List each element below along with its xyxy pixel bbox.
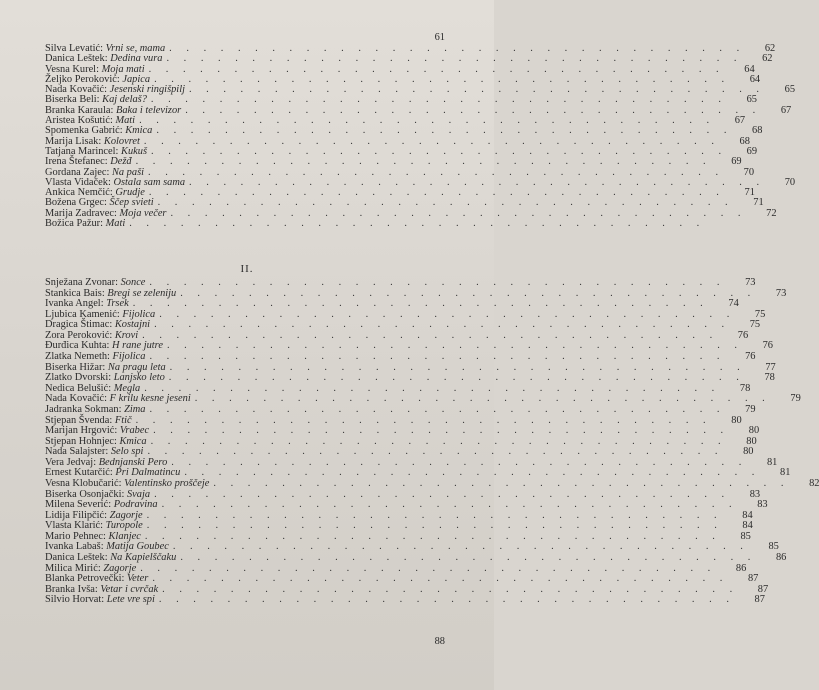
entry-title: Podravina	[113, 499, 158, 511]
dot-leader: . . . . . . . . . . . . . . . . . . . . . . . . . . . . . . . . . .	[154, 488, 731, 500]
entry-separator: :	[104, 509, 110, 521]
dot-leader: . . . . . . . . . . . . . . . . . . . . . . . . . . . . . . . . . .	[168, 372, 745, 384]
entry-title: H rane jutre	[111, 340, 163, 352]
entry-author: Ivanka Angel	[45, 298, 101, 310]
entry-author: Biserka Osonjački	[45, 488, 122, 500]
dot-leader: . . . . . . . . . . . . . . . . . . . . . . . . . . . . . . . . . .	[149, 403, 726, 415]
entry-page-number: 79	[745, 403, 756, 415]
entry-author: Blanka Petrovečki	[45, 573, 122, 585]
entry-separator: :	[108, 372, 114, 384]
entry-separator: :	[118, 477, 125, 489]
entry-page-number: 77	[765, 361, 776, 373]
dot-leader: . . . . . . . . . . . . . . . . . . . . . . . . . . . . . . . . . .	[147, 446, 724, 458]
entry-author: Irena Štefanec	[45, 156, 105, 168]
entry-separator: :	[109, 414, 115, 426]
entry-title: Valentinsko proščeje	[124, 477, 210, 489]
entry-separator: :	[114, 425, 120, 437]
entry-page-number: 68	[739, 135, 750, 147]
entry-author: Danica Leštek	[45, 53, 105, 65]
entry-page-number: 87	[754, 594, 765, 606]
entry-separator: :	[100, 43, 106, 54]
entry-separator: :	[100, 520, 106, 532]
entry-title: Bednjanski Pero	[98, 456, 168, 468]
entry-title: Klanjec	[108, 530, 141, 542]
dot-leader: . . . . . . . . . . . . . . . . . . . . . . . . . . . . . . . . . .	[143, 135, 720, 147]
entry-title: Sonce	[120, 277, 146, 288]
entry-page-number: 68	[752, 125, 763, 137]
entry-title: Ostala sam sama	[113, 176, 186, 188]
toc-entry	[45, 477, 819, 490]
entry-author: Gordana Zajec	[45, 166, 107, 178]
entry-author: Aristea Košutić	[45, 115, 110, 127]
entry-separator: :	[121, 488, 127, 500]
entry-title: Fijolica	[112, 351, 146, 363]
toc-entry	[45, 403, 756, 416]
entry-author: Stjepan Švenda	[45, 414, 110, 426]
entry-page-number: 75	[754, 308, 766, 320]
entry-title: Lete vre spi	[106, 594, 155, 606]
dot-leader: . . . . . . . . . . . . . . . . . . . . . . . . . . . . . . . . . .	[129, 218, 706, 230]
page-number: 61	[434, 32, 445, 43]
dot-leader: . . . . . . . . . . . . . . . . . . . . . . . . . . . . . . . . . .	[189, 176, 766, 188]
entry-separator: :	[116, 308, 123, 320]
entry-page-number: 83	[757, 499, 768, 511]
entry-author: Danica Leštek	[45, 552, 105, 564]
entry-separator: :	[98, 135, 104, 147]
entry-title: F krilu kesne jeseni	[109, 393, 191, 405]
entry-title: Fijolica	[122, 308, 156, 320]
entry-separator: :	[104, 156, 111, 168]
entry-title: Turopole	[105, 520, 143, 532]
dot-leader: . . . . . . . . . . . . . . . . . . . . . . . . . . . . . . . . . .	[184, 467, 761, 479]
dot-leader: . . . . . . . . . . . . . . . . . . . . . . . . . . . . . . . . . .	[185, 104, 762, 116]
entry-page-number: 86	[735, 562, 747, 574]
dot-leader: . . . . . . . . . . . . . . . . . . . . . . . . . . . . . . . . . .	[149, 277, 726, 288]
entry-separator: :	[96, 63, 102, 75]
entry-author: Zora Peroković	[45, 329, 110, 341]
entry-page-number: 76	[762, 340, 773, 352]
entry-separator: :	[115, 145, 122, 157]
entry-page-number: 62	[764, 43, 776, 54]
entry-author: Milena Severić	[45, 499, 109, 511]
entry-page-number: 69	[746, 145, 758, 157]
entry-author: Đurđica Kuhta	[45, 340, 107, 352]
entry-title: Trsek	[106, 298, 129, 310]
entry-author: Lidija Filipčić	[45, 509, 105, 521]
dot-leader: . . . . . . . . . . . . . . . . . . . . . . . . . . . . . . . . . .	[156, 125, 733, 137]
entry-author: Marija Lisak	[45, 135, 99, 147]
entry-separator: :	[116, 73, 123, 85]
entry-title: Kaj delaš?	[102, 94, 147, 106]
entry-separator: :	[103, 197, 110, 209]
entry-title: Na paši	[111, 166, 144, 178]
entry-author: Vlasta Vidaček	[45, 176, 108, 188]
entry-author: Vlasta Klarić	[45, 520, 101, 532]
entry-page-number: 86	[775, 552, 787, 564]
toc-section-2	[45, 277, 819, 606]
entry-title: Baka i televizor	[115, 104, 182, 116]
entry-page-number: 81	[780, 467, 791, 479]
entry-page-number: 81	[766, 456, 778, 468]
entry-title: Dedina vura	[110, 53, 163, 65]
entry-page-number: 83	[749, 488, 761, 500]
entry-title: Kolovret	[103, 135, 140, 147]
dot-leader: . . . . . . . . . . . . . . . . . . . . . . . . . . . . . . . . . .	[152, 573, 729, 585]
entry-separator: :	[106, 166, 112, 178]
entry-title: Matija Goubec	[106, 541, 169, 553]
entry-title: Vetar i cvrčak	[100, 583, 159, 595]
entry-author: Nada Salajster	[45, 446, 106, 458]
dot-leader: . . . . . . . . . . . . . . . . . . . . . . . . . . . . . . . . . .	[139, 115, 716, 127]
entry-title: Bregi se zeleniju	[107, 287, 177, 299]
section-heading: II.	[240, 263, 254, 275]
dot-leader: . . . . . . . . . . . . . . . . . . . . . . . . . . . . . . . . . .	[161, 499, 738, 511]
entry-title: Megla	[113, 382, 141, 394]
entry-author: Biserka Beli	[45, 94, 97, 106]
entry-separator: :	[113, 435, 120, 447]
entry-title: Lanjsko leto	[113, 372, 165, 384]
entry-title: Kmica	[119, 435, 147, 447]
dot-leader: . . . . . . . . . . . . . . . . . . . . . . . . . . . . . . . . . .	[170, 207, 747, 219]
entry-title: Moja večer	[119, 207, 167, 219]
dot-leader: . . . . . . . . . . . . . . . . . . . . . . . . . . . . . . . . . .	[150, 94, 727, 106]
entry-author: Marija Zadravec	[45, 207, 114, 219]
entry-separator: :	[100, 218, 106, 230]
entry-page-number: 87	[747, 573, 759, 585]
toc-entry	[45, 277, 756, 289]
entry-separator: :	[102, 361, 108, 373]
entry-title: Zagorje	[109, 509, 143, 521]
entry-author: Željko Peroković	[45, 73, 117, 85]
entry-page-number: 71	[744, 187, 755, 199]
entry-author: Silvio Horvat	[45, 594, 102, 606]
entry-page-number: 76	[737, 329, 749, 341]
entry-page-number: 64	[744, 63, 755, 75]
entry-author: Spomenka Gabrić	[45, 125, 120, 137]
dot-leader: . . . . . . . . . . . . . . . . . . . . . . . . . . . . . . . . . .	[166, 53, 743, 65]
dot-leader: . . . . . . . . . . . . . . . . . . . . . . . . . . . . . . . . . .	[149, 351, 726, 363]
dot-leader: . . . . . . . . . . . . . . . . . . . . . . . . . . . . . . . . . .	[144, 530, 721, 542]
entry-author: Milica Mirić	[45, 562, 98, 574]
entry-page-number: 82	[809, 477, 819, 489]
entry-page-number: 78	[764, 372, 775, 384]
entry-separator: :	[101, 594, 107, 606]
dot-leader: . . . . . . . . . . . . . . . . . . . . . . . . . . . . . . . . . .	[154, 73, 731, 85]
entry-author: Mario Pehnec	[45, 530, 103, 542]
entry-page-number: 70	[784, 176, 796, 188]
entry-page-number: 65	[784, 84, 796, 96]
entry-page-number: 72	[766, 207, 777, 219]
entry-title: Ftič	[114, 414, 132, 426]
entry-separator: :	[104, 53, 111, 65]
entry-separator: :	[113, 207, 120, 219]
entry-author: Božena Grgec	[45, 197, 104, 209]
entry-author: Nedica Belušić	[45, 382, 109, 394]
entry-page-number: 80	[748, 425, 760, 437]
entry-title: Veter	[126, 573, 149, 585]
entry-separator: :	[94, 583, 101, 595]
dot-leader: . . . . . . . . . . . . . . . . . . . . . . . . . . . . . . . . . .	[194, 393, 771, 405]
entry-author: Marijan Hrgović	[45, 425, 115, 437]
dot-leader: . . . . . . . . . . . . . . . . . . . . . . . . . . . . . . . . . .	[142, 329, 719, 341]
entry-author: Vesna Klobučarić	[45, 477, 119, 489]
entry-author: Nada Kovačić	[45, 84, 105, 96]
entry-separator: :	[106, 340, 112, 352]
entry-separator: :	[110, 104, 116, 116]
dot-leader: . . . . . . . . . . . . . . . . . . . . . . . . . . . . . . . . . .	[148, 63, 725, 75]
entry-title: Kmica	[125, 125, 153, 137]
entry-separator: :	[109, 319, 115, 331]
entry-title: Moja mati	[101, 63, 145, 75]
entry-title: Jesenski ringišpilj	[109, 84, 185, 96]
entry-title: Na pragu leta	[107, 361, 166, 373]
entry-separator: :	[109, 187, 116, 199]
entry-author: Božica Pažur	[45, 218, 101, 230]
entry-title: Zima	[124, 403, 146, 415]
entry-author: Ankica Nemčić	[45, 187, 110, 199]
entry-page-number: 80	[731, 414, 742, 426]
entry-separator: :	[103, 530, 109, 542]
toc-section-1	[45, 43, 796, 230]
dot-leader: . . . . . . . . . . . . . . . . . . . . . . . . . . . . . . . . . .	[144, 382, 721, 394]
entry-separator: :	[93, 456, 99, 468]
entry-page-number: 79	[790, 393, 801, 405]
entry-separator: :	[101, 287, 108, 299]
entry-author: Silva Levatić	[45, 43, 101, 54]
entry-author: Snježana Zvonar	[45, 277, 116, 288]
entry-separator: :	[104, 552, 111, 564]
entry-separator: :	[104, 84, 110, 96]
entry-title: Kostajni	[114, 319, 151, 331]
entry-title: Krovi	[114, 329, 139, 341]
entry-author: Tatjana Marincel	[45, 145, 116, 157]
dot-leader: . . . . . . . . . . . . . . . . . . . . . . . . . . . . . . . . . .	[162, 583, 739, 595]
entry-title: Grudje	[115, 187, 145, 199]
entry-author: Nada Kovačić	[45, 393, 105, 405]
entry-author: Vera Jedvaj	[45, 456, 94, 468]
dot-leader: . . . . . . . . . . . . . . . . . . . . . . . . . . . . . . . . . .	[135, 414, 712, 426]
entry-separator: :	[108, 499, 114, 511]
entry-author: Stjepan Hohnjec	[45, 435, 114, 447]
dot-leader: . . . . . . . . . . . . . . . . . . . . . . . . . . . . . . . . . .	[151, 145, 728, 157]
entry-title: Vrabec	[119, 425, 150, 437]
entry-separator: :	[100, 541, 107, 553]
entry-separator: :	[121, 573, 127, 585]
entry-page-number: 85	[768, 541, 779, 553]
entry-separator: :	[107, 176, 114, 188]
dot-leader: . . . . . . . . . . . . . . . . . . . . . . . . . . . . . . . . . .	[153, 425, 730, 437]
dot-leader: . . . . . . . . . . . . . . . . . . . . . . . . . . . . . . . . . .	[169, 43, 746, 54]
dot-leader: . . . . . . . . . . . . . . . . . . . . . . . . . . . . . . . . . .	[213, 477, 790, 489]
entry-separator: :	[96, 94, 103, 106]
entry-page-number: 80	[743, 446, 754, 458]
entry-page-number: 74	[728, 298, 739, 310]
dot-leader: . . . . . . . . . . . . . . . . . . . . . . . . . . . . . . . . . .	[150, 435, 727, 447]
entry-author: Branka Karaula	[45, 104, 111, 116]
entry-separator: :	[108, 382, 114, 394]
entry-page-number: 85	[740, 530, 751, 542]
dot-leader: . . . . . . . . . . . . . . . . . . . . . . . . . . . . . . . . . .	[148, 166, 725, 178]
entry-page-number: 65	[746, 94, 757, 106]
entry-page-number: 78	[739, 382, 751, 394]
entry-separator: :	[100, 298, 107, 310]
dot-leader: . . . . . . . . . . . . . . . . . . . . . . . . . . . . . . . . . .	[172, 541, 749, 553]
dot-leader: . . . . . . . . . . . . . . . . . . . . . . . . . . . . . . . . . .	[140, 562, 717, 574]
entry-author: Zlatka Nemeth	[45, 351, 108, 363]
entry-separator: :	[118, 403, 125, 415]
entry-title: Japica	[122, 73, 151, 85]
dot-leader: . . . . . . . . . . . . . . . . . . . . . . . . . . . . . . . . . .	[135, 156, 712, 168]
entry-title: Vrni se, mama	[105, 43, 166, 54]
entry-author: Ernest Kutarčić	[45, 467, 110, 479]
entry-separator: :	[119, 125, 126, 137]
dot-leader: . . . . . . . . . . . . . . . . . . . . . . . . . . . . . . . . . .	[159, 308, 736, 320]
entry-title: Mati	[115, 115, 136, 127]
entry-page-number: 87	[757, 583, 769, 595]
entry-page-number: 80	[746, 435, 757, 447]
entry-page-number: 73	[745, 277, 756, 288]
entry-separator: :	[107, 351, 113, 363]
page-number: 88	[434, 636, 445, 647]
entry-author: Dragica Štimac	[45, 319, 110, 331]
entry-author: Jadranka Sokman	[45, 403, 119, 415]
entry-page-number: 71	[753, 197, 764, 209]
dot-leader: . . . . . . . . . . . . . . . . . . . . . . . . . . . . . . . . . .	[132, 298, 709, 310]
dot-leader: . . . . . . . . . . . . . . . . . . . . . . . . . . . . . . . . . .	[154, 319, 731, 331]
toc-entry	[45, 218, 706, 230]
entry-title: Mati	[105, 218, 126, 230]
entry-author: Zlatko Dvorski	[45, 372, 109, 384]
entry-title: Ščep svieti	[109, 197, 154, 209]
entry-author: Biserka Hižar	[45, 361, 103, 373]
entry-title: Na Kapielščaku	[110, 552, 177, 564]
entry-separator: :	[109, 115, 116, 127]
entry-title: Dežđ	[110, 156, 132, 168]
entry-page-number: 69	[731, 156, 742, 168]
dot-leader: . . . . . . . . . . . . . . . . . . . . . . . . . . . . . . . . . .	[180, 552, 757, 564]
dot-leader: . . . . . . . . . . . . . . . . . . . . . . . . . . . . . . . . . .	[166, 340, 743, 352]
dot-leader: . . . . . . . . . . . . . . . . . . . . . . . . . . . . . . . . . .	[171, 456, 748, 468]
entry-page-number: 75	[749, 319, 761, 331]
dot-leader: . . . . . . . . . . . . . . . . . . . . . . . . . . . . . . . . . .	[188, 84, 766, 96]
entry-separator: :	[105, 446, 111, 458]
entry-page-number: 76	[745, 351, 756, 363]
entry-author: Vesna Kurel	[45, 63, 97, 75]
entry-page-number: 84	[742, 509, 753, 521]
dot-leader: . . . . . . . . . . . . . . . . . . . . . . . . . . . . . . . . . .	[146, 520, 723, 532]
entry-separator: :	[109, 467, 116, 479]
entry-author: Ljubica Kamenić	[45, 308, 117, 320]
entry-separator: :	[104, 393, 110, 405]
entry-author: Stankica Bais	[45, 287, 102, 299]
entry-page-number: 62	[762, 53, 773, 65]
dot-leader: . . . . . . . . . . . . . . . . . . . . . . . . . . . . . . . . . .	[158, 594, 735, 606]
dot-leader: . . . . . . . . . . . . . . . . . . . . . . . . . . . . . . . . . .	[146, 509, 723, 521]
entry-title: Kukuš	[121, 145, 148, 157]
entry-separator: :	[115, 277, 121, 288]
entry-separator: :	[109, 329, 115, 341]
entry-page-number: 84	[742, 520, 753, 532]
entry-title: Selo spi	[110, 446, 144, 458]
entry-page-number: 73	[775, 287, 787, 299]
entry-title: Zagorje	[103, 562, 137, 574]
entry-author: Ivanka Labaš	[45, 541, 101, 553]
entry-title: Pri Dalmatincu	[115, 467, 181, 479]
entry-page-number: 67	[780, 104, 792, 116]
entry-separator: :	[97, 562, 104, 574]
entry-title: Svaja	[126, 488, 151, 500]
entry-author: Branka Ivša	[45, 583, 95, 595]
dot-leader: . . . . . . . . . . . . . . . . . . . . . . . . . . . . . . . . . .	[180, 287, 757, 299]
toc-entry	[45, 594, 765, 606]
dot-leader: . . . . . . . . . . . . . . . . . . . . . . . . . . . . . . . . . .	[169, 361, 746, 373]
dot-leader: . . . . . . . . . . . . . . . . . . . . . . . . . . . . . . . . . .	[157, 197, 734, 209]
entry-page-number: 70	[743, 166, 755, 178]
entry-page-number: 64	[749, 73, 761, 85]
entry-page-number: 67	[734, 115, 746, 127]
dot-leader: . . . . . . . . . . . . . . . . . . . . . . . . . . . . . . . . . .	[148, 187, 725, 199]
